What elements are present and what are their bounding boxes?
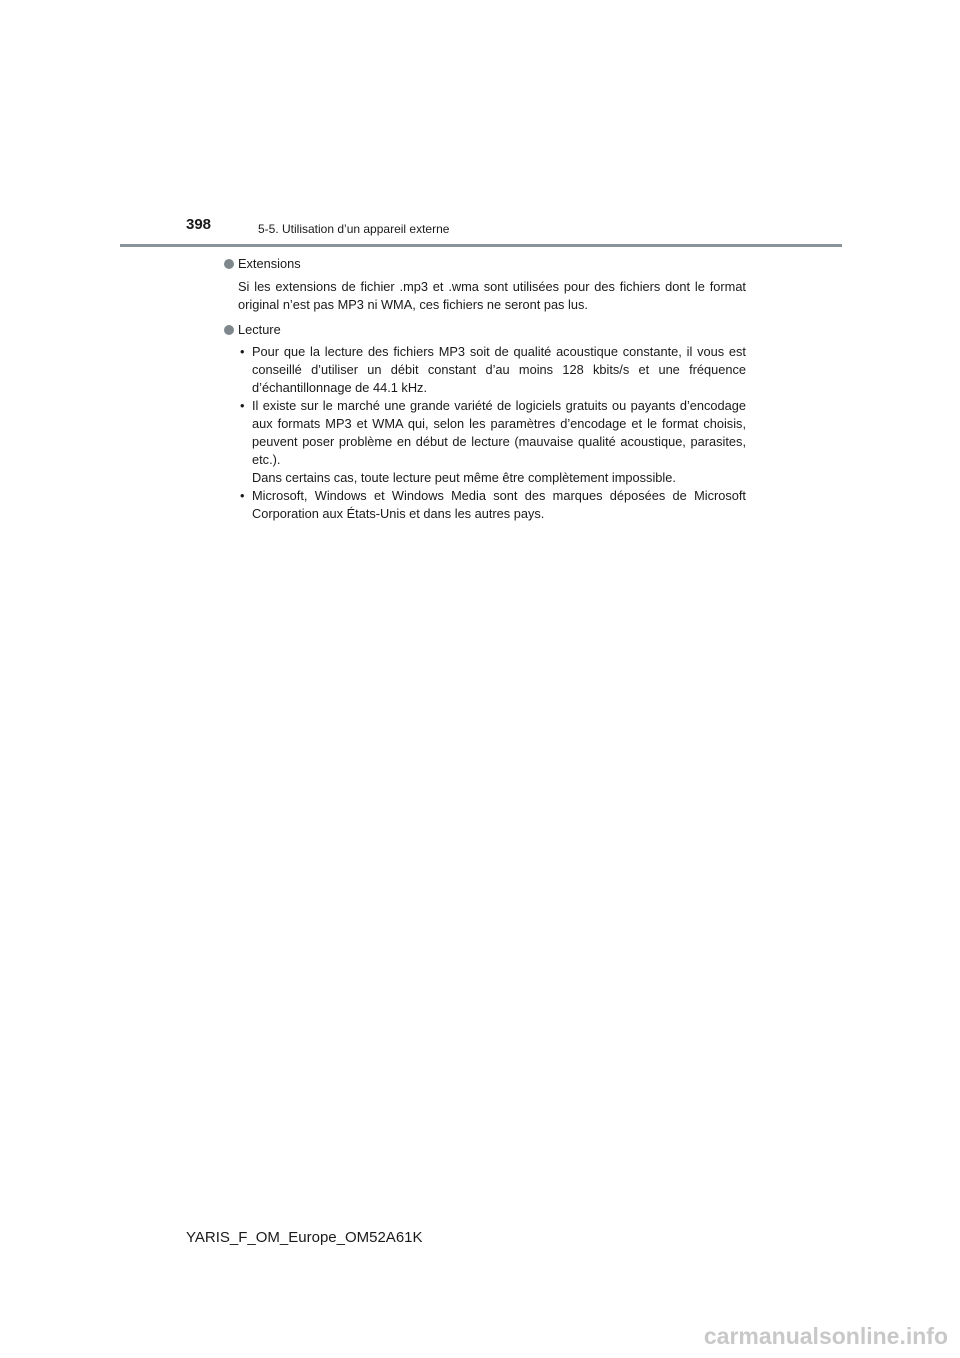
bullet-dot-icon [224, 325, 234, 335]
list-item-text: Microsoft, Windows et Windows Media sont des marques déposées de Microsoft Corporation aux États-Unis et dans les autres pays. [252, 488, 746, 521]
footer-doc-id: YARIS_F_OM_Europe_OM52A61K [186, 1229, 423, 1246]
list-bullet-icon: • [240, 344, 245, 359]
bullet-heading [224, 321, 746, 339]
list-bullet-icon: • [240, 398, 245, 413]
extensions-paragraph: Si les extensions de fichier .mp3 et .wma sont utilisées pour des fichiers dont le format original n’est pas MP3 ni WMA, ces fichiers ne seront pas lus. [238, 279, 746, 312]
page-number: 398 [186, 216, 212, 233]
list-item-note: Dans certains cas, toute lecture peut même être complètement impossible. [252, 470, 676, 485]
bullet-dot-icon [224, 259, 234, 269]
heading-lecture: Lecture [238, 322, 281, 337]
heading-extensions: Extensions [238, 256, 301, 271]
list-item-text: Il existe sur le marché une grande variété de logiciels gratuits ou payants d’encodage aux formats MP3 et WMA qui, selon les paramètres d’encodage et le format choisis, peuvent poser problème en début de lecture (mauvaise qualité acoustique, parasites, etc.). [252, 398, 746, 467]
watermark: carmanualsonline.info [703, 1323, 948, 1349]
section-extensions [224, 255, 746, 314]
lecture-list [238, 343, 746, 523]
list-item [238, 397, 746, 487]
list-item [238, 487, 746, 523]
content [224, 255, 746, 530]
section-lecture [224, 321, 746, 523]
bullet-heading [224, 255, 746, 273]
list-item-text: Pour que la lecture des fichiers MP3 soit de qualité acoustique constante, il vous est conseillé d’utiliser un débit constant d’au moins 128 kbits/s et une fréquence d’échantillonnage de 44.1 kHz. [252, 344, 746, 395]
list-bullet-icon: • [240, 488, 245, 503]
header-rule [120, 244, 842, 247]
section-title: 5-5. Utilisation d’un appareil externe [258, 222, 450, 236]
list-item [238, 343, 746, 397]
